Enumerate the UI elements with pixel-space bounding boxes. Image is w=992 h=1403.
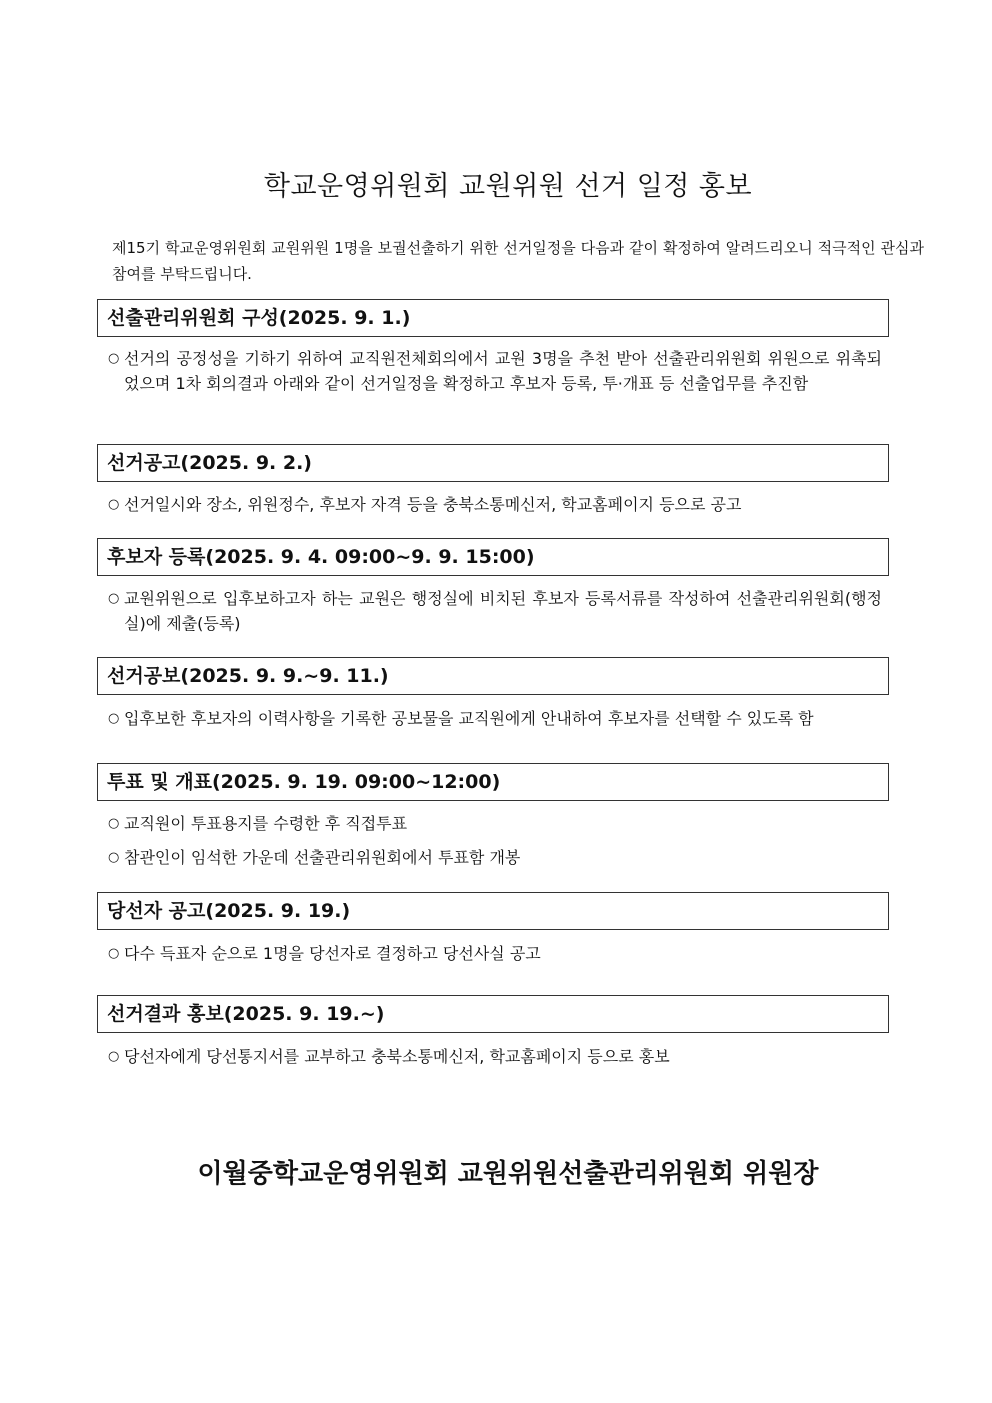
list-item [107,706,882,731]
circle-bullet-icon: ○ [108,850,120,865]
circle-bullet-icon: ○ [108,711,120,726]
section-items-committee [107,346,882,396]
section-heading-results: 선거결과 홍보(2025. 9. 19.~) [97,995,889,1033]
page-title: 학교운영위원회 교원위원 선거 일정 홍보 [263,171,753,202]
section-items-announcement [107,492,882,517]
list-item [107,1044,882,1069]
signature: 이월중학교운영위원회 교원위원선출관리위원회 위원장 [197,1159,819,1189]
circle-bullet-icon: ○ [108,351,120,366]
list-item [107,346,882,396]
list-item [107,845,882,870]
list-item [107,492,882,517]
item-text: 교직원이 투표용지를 수령한 후 직접투표 [124,814,408,833]
list-item [107,941,882,966]
item-text: 당선자에게 당선통지서를 교부하고 충북소통메신저, 학교홈페이지 등으로 홍보 [124,1047,670,1066]
circle-bullet-icon: ○ [108,497,120,512]
item-text: 입후보한 후보자의 이력사항을 기록한 공보물을 교직원에게 안내하여 후보자를 선택할 수 있도록 함 [124,709,814,728]
item-text: 교원위원으로 입후보하고자 하는 교원은 행정실에 비치된 후보자 등록서류를 작성하여 선출관리위원회(행정실)에 제출(등록) [124,589,882,633]
circle-bullet-icon: ○ [108,816,120,831]
circle-bullet-icon: ○ [108,1049,120,1064]
section-heading-registration: 후보자 등록(2025. 9. 4. 09:00~9. 9. 15:00) [97,538,889,576]
section-items-results [107,1044,882,1069]
list-item [107,811,882,836]
section-items-registration [107,586,882,636]
circle-bullet-icon: ○ [108,946,120,961]
section-heading-winner: 당선자 공고(2025. 9. 19.) [97,892,889,930]
item-text: 선거의 공정성을 기하기 위하여 교직원전체회의에서 교원 3명을 추천 받아 선출관리위원회 위원으로 위촉되었으며 1차 회의결과 아래와 같이 선거일정을 확정하고 후보자 등록, 투·개표 등 선출업무를 추진함 [124,349,882,393]
circle-bullet-icon: ○ [108,591,120,606]
item-text: 선거일시와 장소, 위원정수, 후보자 자격 등을 충북소통메신저, 학교홈페이지 등으로 공고 [124,495,742,514]
intro-paragraph: 제15기 학교운영위원회 교원위원 1명을 보궐선출하기 위한 선거일정을 다음과 같이 확정하여 알려드리오니 적극적인 관심과 참여를 부탁드립니다. [112,239,924,283]
list-item [107,586,882,636]
section-items-bulletin [107,706,882,731]
section-items-voting [107,811,882,879]
section-heading-voting: 투표 및 개표(2025. 9. 19. 09:00~12:00) [97,763,889,801]
section-heading-committee: 선출관리위원회 구성(2025. 9. 1.) [97,299,889,337]
item-text: 참관인이 임석한 가운데 선출관리위원회에서 투표함 개봉 [124,848,521,867]
section-heading-bulletin: 선거공보(2025. 9. 9.~9. 11.) [97,657,889,695]
section-items-winner [107,941,882,966]
item-text: 다수 득표자 순으로 1명을 당선자로 결정하고 당선사실 공고 [124,944,541,963]
section-heading-announcement: 선거공고(2025. 9. 2.) [97,444,889,482]
